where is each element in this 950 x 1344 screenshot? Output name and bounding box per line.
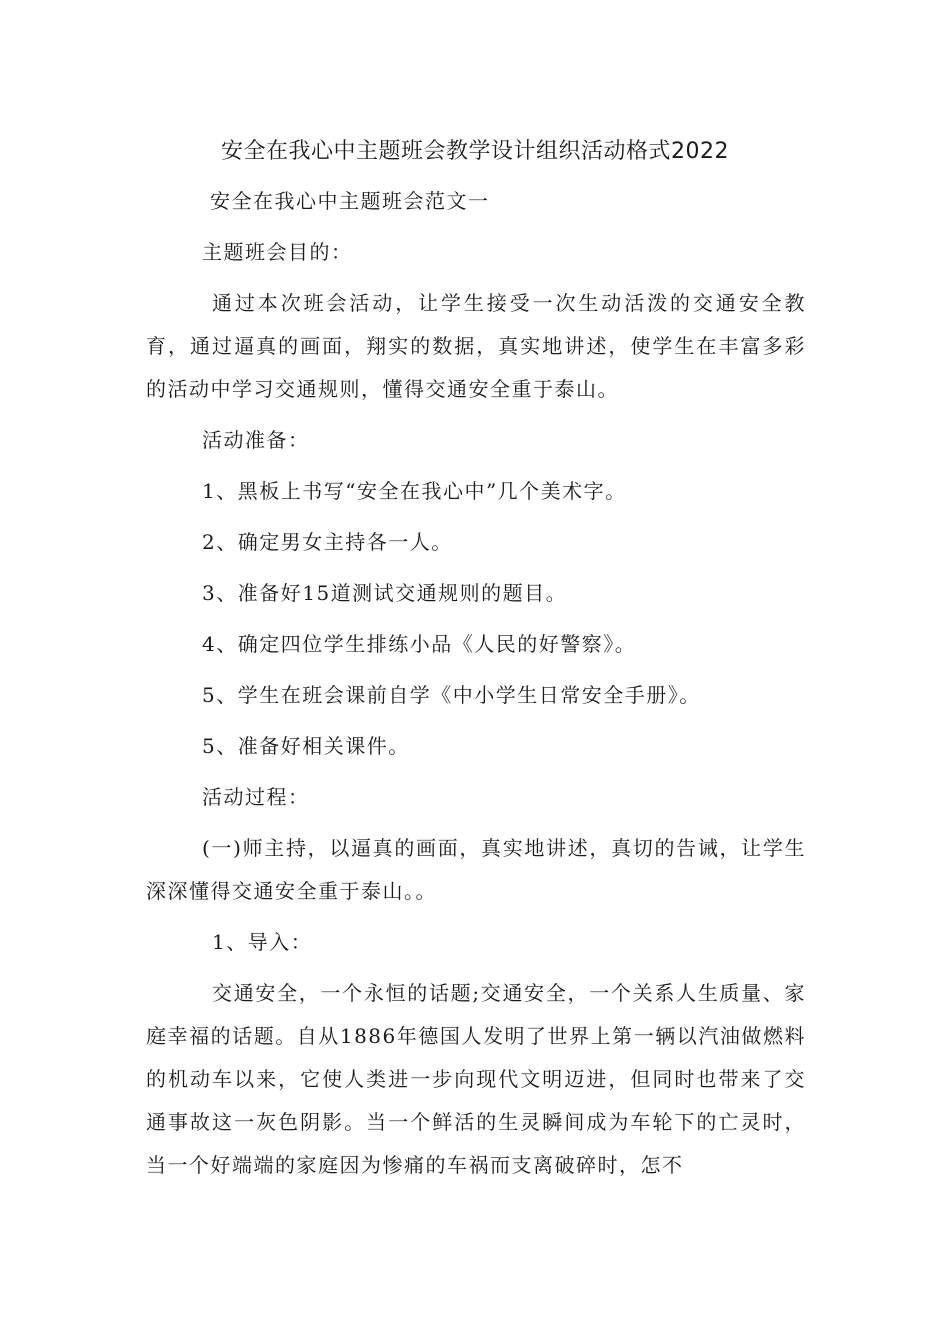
document-body	[146, 180, 806, 1195]
document-subtitle: 安全在我心中主题班会范文一	[210, 189, 490, 213]
paragraph: 3、准备好15道测试交通规则的题目。	[202, 581, 568, 605]
paragraph: 活动过程：	[202, 785, 310, 809]
paragraph: 4、确定四位学生排练小品《人民的好警察》。	[202, 632, 637, 656]
paragraph: 2、确定男女主持各一人。	[202, 530, 453, 554]
paragraph: 通过本次班会活动，让学生接受一次生动活泼的交通安全教育，通过逼真的画面，翔实的数据，真实地讲述，使学生在丰富多彩的活动中学习交通规则，懂得交通安全重于泰山。	[146, 291, 806, 401]
paragraph: (一)师主持，以逼真的画面，真实地讲述，真切的告诫，让学生深深懂得交通安全重于泰山。。	[146, 836, 806, 903]
paragraph: 5、学生在班会课前自学《中小学生日常安全手册》。	[202, 683, 701, 707]
document-title: 安全在我心中主题班会教学设计组织活动格式2022	[221, 139, 729, 164]
paragraph: 1、黑板上书写“安全在我心中”几个美术字。	[202, 479, 627, 503]
paragraph: 主题班会目的：	[202, 240, 353, 264]
paragraph: 交通安全，一个永恒的话题;交通安全，一个关系人生质量、家庭幸福的话题。自从1886年德国人发明了世界上第一辆以汽油做燃料的机动车以来，它使人类进一步向现代文明迈进，但同时也带来了交通事故这一灰色阴影。当一个鲜活的生灵瞬间成为车轮下的亡灵时，当一个好端端的家庭因为惨痛的车祸而支离破碎时，怎不	[146, 981, 806, 1177]
paragraph: 1、导入：	[212, 930, 313, 954]
paragraph: 5、准备好相关课件。	[202, 734, 410, 758]
paragraph: 活动准备：	[202, 428, 310, 452]
